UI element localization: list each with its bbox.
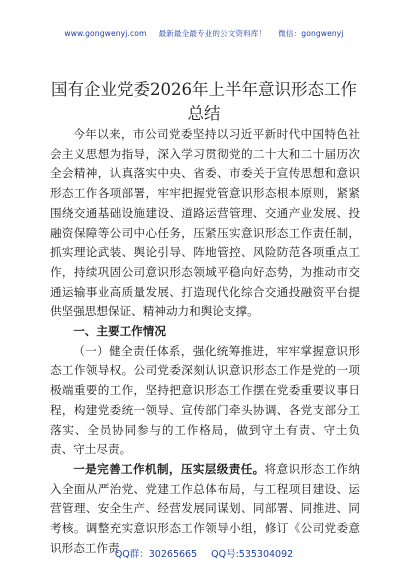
wechat-id: 微信：gongwenyj [278,29,344,38]
point-lead: 一是完善工作机制，压实层级责任。 [73,461,265,476]
qq-number: QQ号:535304092 [211,549,294,560]
section-heading: 一、主要工作情况 [73,324,166,339]
document-title: 国有企业党委2026年上半年意识形态工作总结 [51,80,357,123]
point-text: 将意识形态工作纳入全面从严治党、党建工作总体布局，与工程项目建设、运营管理、安全生产、经营发展同谋划、同部署、同推进、同考核。调整充实意识形态工作领导小组，修订《公司党委意识形态工作责 [50,461,360,555]
document-body [50,125,360,558]
site-banner [0,28,408,39]
point-paragraph [50,460,360,559]
qq-group: QQ群：30265665 [114,549,198,560]
footer-banner [0,546,408,560]
subsection-paragraph: （一）健全责任体系，强化统筹推进，牢牢掌握意识形态工作领导权。公司党委深刻认识意识形态工作是党的一项极端重要的工作，坚持把意识形态工作摆在党委重要议事日程，构建党委统一领导、宣传部门牵头协调、各党支部分工落实、全员协同参与的工作格局，做到守土有责、守土负责、守土尽责。 [50,343,360,457]
site-url[interactable]: www.gongwenyj.com [64,29,147,38]
site-slogan: 最新最全最专业的公文资料库！ [158,29,267,38]
intro-paragraph: 今年以来，市公司党委坚持以习近平新时代中国特色社会主义思想为指导，深入学习贯彻党的二十大和二十届历次全会精神，认真落实中央、省委、市委关于宣传思想和意识形态工作各项部署，牢牢把握党管意识形态根本原则，紧紧围绕交通基础设施建设、道路运营管理、交通产业发展、投融资保障等公司中心任务，压紧压实意识形态工作责任制，抓实理论武装、舆论引导、阵地管控、风险防范各项重点工作，持续巩固公司意识形态领域平稳向好态势，为推动市交通运输事业高质量发展、打造现代化综合交通投融资平台提供坚强思想保证、精神动力和舆论支撑。 [50,127,360,319]
